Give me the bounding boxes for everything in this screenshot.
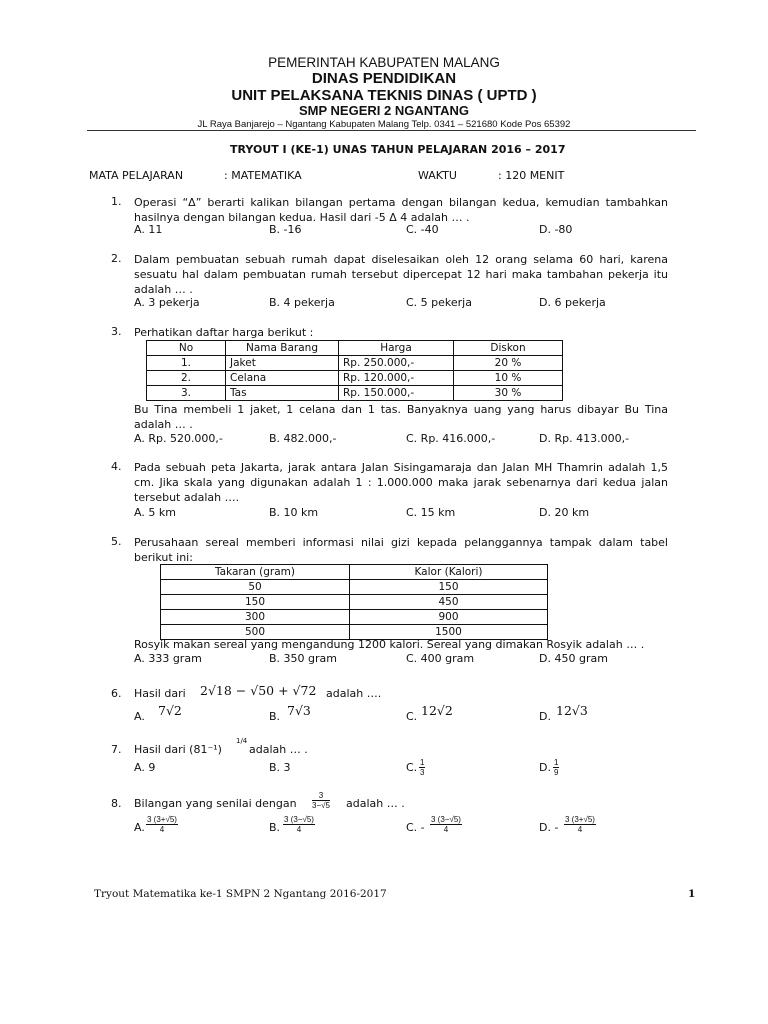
table-cell: Rp. 120.000,- bbox=[339, 371, 454, 386]
question-text-continued: adalah … . bbox=[249, 743, 308, 756]
table-header: Takaran (gram) bbox=[161, 565, 350, 580]
question-text-continued: adalah … . bbox=[346, 797, 405, 810]
option-b: B. 482.000,- bbox=[269, 432, 337, 445]
option-d: D. 20 km bbox=[539, 506, 590, 519]
table-header: No bbox=[147, 341, 226, 356]
header-school: SMP NEGERI 2 NGANTANG bbox=[299, 103, 469, 118]
header-department: DINAS PENDIDIKAN bbox=[311, 70, 457, 87]
option-c: C. 15 km bbox=[406, 506, 456, 519]
option-a: A. 333 gram bbox=[134, 652, 202, 665]
option-b: B. bbox=[269, 821, 281, 834]
table-row bbox=[147, 356, 563, 371]
table-cell: 500 bbox=[161, 625, 350, 640]
table-cell: 1500 bbox=[350, 625, 548, 640]
question-text: Operasi “Δ” berarti kalikan bilangan pertama dengan bilangan kedua, kemudian tambahkan hasilnya dengan bilangan kedua. Hasil dari -5 Δ 4 adalah … . bbox=[134, 196, 668, 224]
header-government: PEMERINTAH KABUPATEN MALANG bbox=[268, 55, 500, 70]
table-cell: 10 % bbox=[454, 371, 563, 386]
option-a: A. bbox=[134, 710, 145, 723]
fraction bbox=[419, 758, 425, 777]
fraction-numerator: 3 (3−√5) bbox=[284, 815, 314, 824]
option-b: B. bbox=[269, 710, 281, 723]
table-cell: Celana bbox=[226, 371, 339, 386]
table-row bbox=[161, 610, 548, 625]
option-c-value: 12√2 bbox=[421, 703, 453, 718]
question-number: 8. bbox=[111, 797, 122, 810]
question-text: Perhatikan daftar harga berikut : bbox=[134, 326, 314, 339]
table-cell: 2. bbox=[147, 371, 226, 386]
table-cell: 50 bbox=[161, 580, 350, 595]
option-b: B. 10 km bbox=[269, 506, 319, 519]
time-label: WAKTU bbox=[418, 169, 457, 182]
table-cell: Jaket bbox=[226, 356, 339, 371]
question-number: 6. bbox=[111, 687, 122, 700]
question-text-continued: Bu Tina membeli 1 jaket, 1 celana dan 1 tas. Banyaknya uang yang harus dibayar Bu Tina adalah … . bbox=[134, 403, 668, 431]
option-d: D. - bbox=[539, 821, 559, 834]
question-number: 1. bbox=[111, 195, 122, 208]
calorie-table bbox=[160, 564, 548, 640]
math-expression: 2√18 − √50 + √72 bbox=[200, 683, 317, 698]
table-cell: Tas bbox=[226, 386, 339, 401]
option-a: A. Rp. 520.000,- bbox=[134, 432, 223, 445]
header-unit: UNIT PELAKSANA TEKNIS DINAS ( UPTD ) bbox=[231, 87, 537, 104]
option-c: C. bbox=[406, 710, 418, 723]
question-text: Hasil dari bbox=[134, 687, 186, 700]
fraction bbox=[553, 758, 559, 777]
table-header: Diskon bbox=[454, 341, 563, 356]
table-header-row bbox=[147, 341, 563, 356]
option-d: D. 6 pekerja bbox=[539, 296, 606, 309]
question-text-continued: adalah …. bbox=[326, 687, 382, 700]
fraction-denominator: 9 bbox=[554, 768, 559, 777]
option-c: C. -40 bbox=[406, 223, 439, 236]
table-cell: 30 % bbox=[454, 386, 563, 401]
option-d: D. bbox=[539, 710, 551, 723]
exam-title: TRYOUT I (KE-1) UNAS TAHUN PELAJARAN 2016 – 2017 bbox=[230, 143, 566, 156]
question-text: Pada sebuah peta Jakarta, jarak antara Jalan Sisingamaraja dan Jalan MH Thamrin adalah 1,5 cm. Jika skala yang digunakan adalah 1 : 1.000.000 maka jarak sebenarnya dari kedua jalan tersebut adalah …. bbox=[134, 461, 668, 504]
time-value: : 120 MENIT bbox=[498, 169, 565, 182]
question-text: Perusahaan sereal memberi informasi nilai gizi kepada pelanggannya tampak dalam tabel berikut ini: bbox=[134, 536, 668, 564]
option-a-value: 7√2 bbox=[158, 703, 182, 718]
option-c: C. 400 gram bbox=[406, 652, 475, 665]
option-d: D. Rp. 413.000,- bbox=[539, 432, 630, 445]
header-address: JL Raya Banjarejo – Ngantang Kabupaten Malang Telp. 0341 – 521680 Kode Pos 65392 bbox=[197, 119, 571, 130]
fraction bbox=[146, 815, 178, 834]
option-c: C. Rp. 416.000,- bbox=[406, 432, 496, 445]
table-header-row bbox=[161, 565, 548, 580]
question-text: Bilangan yang senilai dengan bbox=[134, 797, 297, 810]
option-a: A. 5 km bbox=[134, 506, 176, 519]
option-d-value: 12√3 bbox=[556, 703, 588, 718]
table-cell: 450 bbox=[350, 595, 548, 610]
question-text: Hasil dari (81⁻¹) bbox=[134, 743, 222, 756]
table-cell: 150 bbox=[161, 595, 350, 610]
option-b-value: 7√3 bbox=[287, 703, 311, 718]
table-cell: Rp. 250.000,- bbox=[339, 356, 454, 371]
option-d: D. bbox=[539, 761, 551, 774]
fraction bbox=[283, 815, 315, 834]
table-cell: 3. bbox=[147, 386, 226, 401]
option-d: D. -80 bbox=[539, 223, 573, 236]
fraction-numerator: 3 (3+√5) bbox=[147, 815, 177, 824]
table-cell: 20 % bbox=[454, 356, 563, 371]
option-b: B. 4 pekerja bbox=[269, 296, 335, 309]
option-a: A. 3 pekerja bbox=[134, 296, 200, 309]
table-cell: 1. bbox=[147, 356, 226, 371]
fraction-denominator: 3 bbox=[420, 768, 425, 777]
fraction-denominator: 4 bbox=[577, 825, 583, 834]
fraction-numerator: 3 bbox=[312, 791, 330, 801]
table-row bbox=[147, 371, 563, 386]
option-c: C. bbox=[406, 761, 418, 774]
question-number: 4. bbox=[111, 460, 122, 473]
table-row bbox=[161, 595, 548, 610]
table-row bbox=[147, 386, 563, 401]
fraction-denominator: 4 bbox=[296, 825, 302, 834]
table-header: Kalor (Kalori) bbox=[350, 565, 548, 580]
exponent: 1/4 bbox=[236, 737, 248, 745]
fraction-denominator: 3−√5 bbox=[312, 801, 330, 810]
table-header: Nama Barang bbox=[226, 341, 339, 356]
question-text-continued: Rosyik makan sereal yang mengandung 1200 kalori. Sereal yang dimakan Rosyik adalah … . bbox=[134, 638, 645, 651]
page-number: 1 bbox=[688, 888, 696, 900]
question-text: Dalam pembuatan sebuah rumah dapat diselesaikan oleh 12 orang selama 60 hari, karena sesuatu hal dalam pembuatan rumah tersebut dipercepat 12 hari maka tambahan pekerja itu adalah … . bbox=[134, 253, 668, 296]
fraction bbox=[564, 815, 596, 834]
fraction-denominator: 4 bbox=[443, 825, 449, 834]
footer-text: Tryout Matematika ke-1 SMPN 2 Ngantang 2016-2017 bbox=[94, 888, 387, 900]
option-c: C. - bbox=[406, 821, 425, 834]
option-a: A. bbox=[134, 821, 145, 834]
question-number: 2. bbox=[111, 252, 122, 265]
option-a: A. 9 bbox=[134, 761, 156, 774]
question-number: 3. bbox=[111, 325, 122, 338]
header-divider bbox=[87, 130, 696, 131]
question-number: 7. bbox=[111, 743, 122, 756]
table-cell: 900 bbox=[350, 610, 548, 625]
table-header: Harga bbox=[339, 341, 454, 356]
fraction bbox=[312, 791, 330, 810]
fraction-numerator: 3 (3+√5) bbox=[565, 815, 595, 824]
question-number: 5. bbox=[111, 535, 122, 548]
option-a: A. 11 bbox=[134, 223, 163, 236]
fraction-numerator: 1 bbox=[420, 758, 425, 767]
option-b: B. 350 gram bbox=[269, 652, 337, 665]
price-table bbox=[146, 340, 563, 401]
fraction-numerator: 3 (3−√5) bbox=[431, 815, 461, 824]
subject-label: MATA PELAJARAN bbox=[89, 169, 184, 182]
subject-value: : MATEMATIKA bbox=[224, 169, 302, 182]
fraction-numerator: 1 bbox=[554, 758, 559, 767]
option-b: B. 3 bbox=[269, 761, 291, 774]
table-row bbox=[161, 580, 548, 595]
table-cell: 300 bbox=[161, 610, 350, 625]
table-cell: Rp. 150.000,- bbox=[339, 386, 454, 401]
fraction bbox=[430, 815, 462, 834]
table-cell: 150 bbox=[350, 580, 548, 595]
option-c: C. 5 pekerja bbox=[406, 296, 472, 309]
option-d: D. 450 gram bbox=[539, 652, 608, 665]
option-b: B. -16 bbox=[269, 223, 302, 236]
fraction-denominator: 4 bbox=[159, 825, 165, 834]
